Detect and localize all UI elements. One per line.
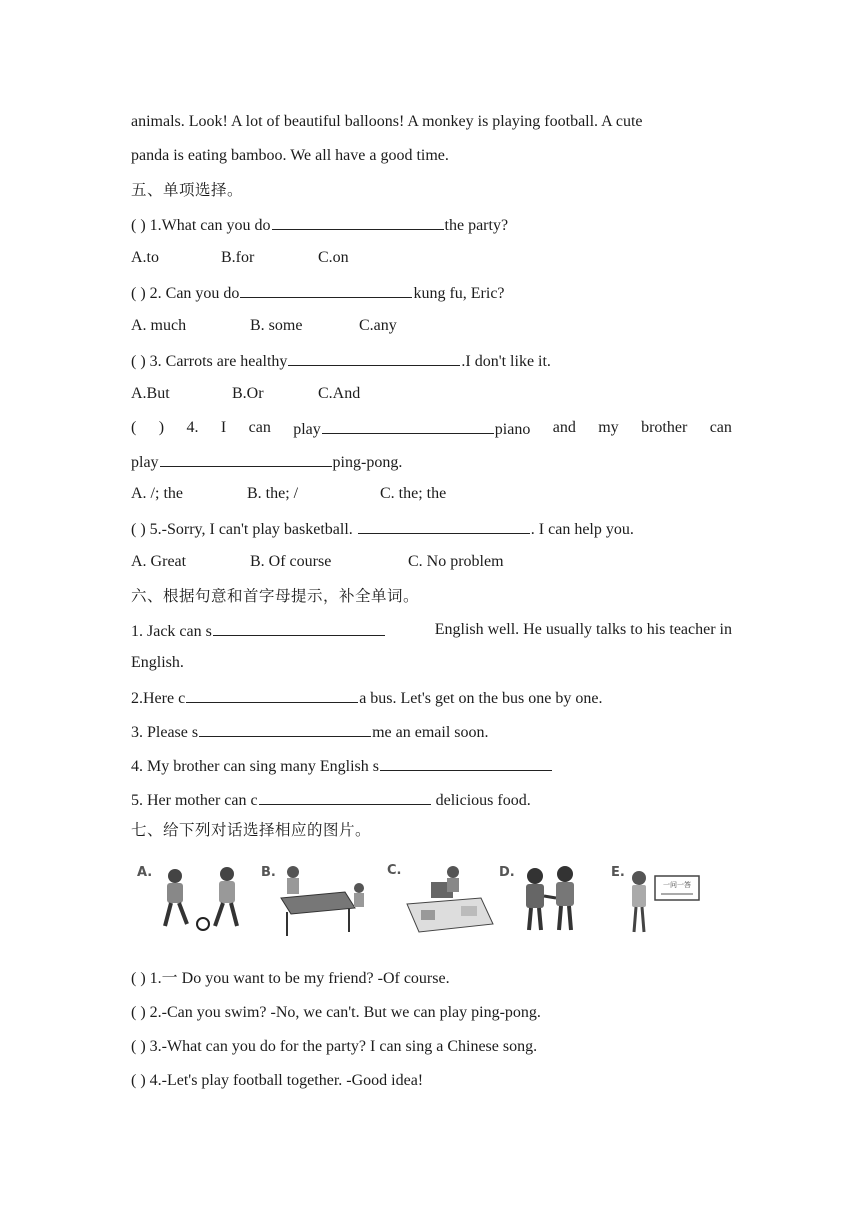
s5-q4-blank-1[interactable] bbox=[322, 416, 494, 434]
child-leg-icon bbox=[529, 908, 531, 930]
s5-q4-open-paren: ( bbox=[131, 419, 137, 436]
picture-c-label: C. bbox=[387, 863, 402, 878]
s6-question-1 bbox=[131, 618, 732, 642]
stage-icon bbox=[407, 898, 493, 932]
child-leg-icon bbox=[642, 907, 644, 932]
s5-q4-word: play bbox=[293, 421, 321, 438]
s6-q1-blank[interactable] bbox=[213, 618, 385, 636]
s6-question-2 bbox=[131, 685, 602, 709]
s5-question-4-cont bbox=[131, 449, 402, 473]
s5-q3-option-c[interactable]: C.And bbox=[318, 385, 361, 402]
s5-q3-tail: .I don't like it. bbox=[461, 353, 551, 370]
passage-line-2: panda is eating bamboo. We all have a good time. bbox=[131, 147, 449, 164]
s5-q2-options bbox=[131, 314, 397, 338]
s5-question-2 bbox=[131, 280, 505, 304]
s5-q2-option-c[interactable]: C.any bbox=[359, 317, 397, 334]
s5-question-5 bbox=[131, 516, 634, 540]
picture-b-label: B. bbox=[261, 865, 276, 880]
s6-q4-text: 4. My brother can sing many English s bbox=[131, 758, 379, 775]
s6-q5-tail: delicious food. bbox=[431, 792, 531, 809]
s5-q5-options bbox=[131, 550, 504, 574]
s6-q1-tail: English well. He usually talks to his teacher in bbox=[434, 621, 732, 638]
child-leg-icon bbox=[539, 908, 541, 930]
s6-q2-text: 2.Here c bbox=[131, 690, 186, 707]
s5-q4-number: 4. bbox=[186, 419, 199, 436]
section-5-title: 五、单项选择。 bbox=[131, 181, 244, 199]
boy-shirt-icon bbox=[219, 881, 235, 903]
s5-q5-blank[interactable] bbox=[358, 516, 530, 534]
s5-q4-word: I bbox=[220, 419, 227, 436]
child-body-icon bbox=[556, 882, 574, 906]
s5-q4-option-c[interactable]: C. the; the bbox=[380, 485, 447, 502]
child-body-icon bbox=[632, 885, 646, 907]
s6-q3-text: 3. Please s bbox=[131, 724, 199, 741]
s5-q2-option-b[interactable]: B. some bbox=[250, 317, 303, 334]
s5-q1-options bbox=[131, 246, 349, 270]
s6-q4-blank[interactable] bbox=[380, 753, 552, 771]
s5-q4-word: my bbox=[598, 419, 619, 436]
boy-shirt-icon bbox=[167, 883, 183, 903]
s5-q4-line2-pre: play bbox=[131, 454, 159, 471]
s5-q2-text: ( ) 2. Can you do bbox=[131, 285, 240, 302]
s5-q3-text: ( ) 3. Carrots are healthy bbox=[131, 353, 288, 370]
s7-question-2: ( ) 2.-Can you swim? -No, we can't. But we can play ping-pong. bbox=[131, 1004, 541, 1021]
picture-d bbox=[499, 865, 574, 930]
boy-head-icon bbox=[220, 867, 234, 881]
boy-leg-icon bbox=[179, 903, 187, 924]
s5-q1-blank[interactable] bbox=[272, 212, 444, 230]
picture-e-label: E. bbox=[611, 865, 625, 880]
ping-pong-table-icon bbox=[281, 892, 355, 914]
s5-q1-text: ( ) 1.What can you do bbox=[131, 217, 271, 234]
section-6-title: 六、根据句意和首字母提示，补全单词。 bbox=[131, 587, 420, 605]
s6-question-4 bbox=[131, 753, 553, 777]
child-head-icon bbox=[632, 871, 646, 885]
s5-q5-option-c[interactable]: C. No problem bbox=[408, 553, 504, 570]
s7-question-3: ( ) 3.-What can you do for the party? I can sing a Chinese song. bbox=[131, 1038, 538, 1055]
s5-q4-blank-2[interactable] bbox=[160, 449, 332, 467]
s5-q4-word-play bbox=[293, 416, 530, 440]
s5-q2-blank[interactable] bbox=[240, 280, 412, 298]
s5-q5-tail: . I can help you. bbox=[530, 521, 634, 538]
s5-q3-blank[interactable] bbox=[288, 348, 460, 366]
s6-q1-lead bbox=[131, 618, 386, 642]
picture-strip bbox=[131, 852, 703, 944]
s6-q2-blank[interactable] bbox=[186, 685, 358, 703]
s5-q1-option-b[interactable]: B.for bbox=[221, 249, 255, 266]
box-icon bbox=[421, 910, 435, 920]
s5-q1-tail: the party? bbox=[444, 217, 509, 234]
s5-q4-word: can bbox=[248, 419, 271, 436]
sign-text: 一问一答 bbox=[663, 881, 691, 889]
child-leg-icon bbox=[634, 907, 636, 932]
boy-leg-icon bbox=[215, 903, 223, 926]
boy-leg-icon bbox=[231, 903, 237, 926]
s5-q4-word: and bbox=[552, 419, 576, 436]
s5-q4-word: piano bbox=[494, 421, 531, 438]
football-icon bbox=[197, 918, 209, 930]
s6-q3-blank[interactable] bbox=[199, 719, 371, 737]
child-head-icon bbox=[447, 866, 459, 878]
s5-q2-option-a[interactable]: A. much bbox=[131, 317, 187, 334]
s5-q1-option-a[interactable]: A.to bbox=[131, 249, 159, 266]
s5-q3-option-a[interactable]: A.But bbox=[131, 385, 170, 402]
picture-d-label: D. bbox=[499, 865, 515, 880]
picture-a bbox=[137, 865, 237, 930]
s5-q4-line2-post: ping-pong. bbox=[332, 454, 403, 471]
boy-head-icon bbox=[168, 869, 182, 883]
s5-q2-tail: kung fu, Eric? bbox=[413, 285, 505, 302]
player-body-icon bbox=[354, 893, 364, 907]
boy-leg-icon bbox=[165, 903, 171, 926]
s5-q5-option-b[interactable]: B. Of course bbox=[250, 553, 332, 570]
s5-q4-options bbox=[131, 482, 446, 506]
s5-q5-option-a[interactable]: A. Great bbox=[131, 553, 187, 570]
child-head-icon bbox=[527, 868, 543, 884]
s7-question-1: ( ) 1.一 Do you want to be my friend? -Of course. bbox=[131, 970, 450, 987]
s6-q1-text: 1. Jack can s bbox=[131, 623, 212, 640]
child-leg-icon bbox=[569, 906, 571, 930]
s6-q5-text: 5. Her mother can c bbox=[131, 792, 258, 809]
s5-q4-word: brother bbox=[641, 419, 688, 436]
box-icon bbox=[461, 906, 477, 916]
child-body-icon bbox=[526, 884, 544, 908]
section-7-title: 七、给下列对话选择相应的图片。 bbox=[131, 821, 372, 839]
child-leg-icon bbox=[559, 906, 561, 930]
s5-q4-option-a[interactable]: A. /; the bbox=[131, 485, 183, 502]
picture-c bbox=[387, 863, 493, 932]
s6-question-5 bbox=[131, 787, 531, 811]
s6-q2-tail: a bus. Let's get on the bus one by one. bbox=[359, 690, 603, 707]
child-head-icon bbox=[557, 866, 573, 882]
s5-question-4 bbox=[131, 416, 732, 440]
child-body-icon bbox=[447, 878, 459, 892]
player-head-icon bbox=[354, 883, 364, 893]
s5-question-1 bbox=[131, 212, 508, 236]
s5-question-3 bbox=[131, 348, 551, 372]
picture-e bbox=[611, 865, 699, 932]
s6-q1-cont: English. bbox=[131, 654, 184, 671]
s5-q4-word: can bbox=[709, 419, 732, 436]
s5-q3-options bbox=[131, 382, 360, 406]
s5-q4-close-paren: ) bbox=[158, 419, 165, 436]
picture-a-label: A. bbox=[137, 865, 153, 880]
s5-q1-option-c[interactable]: C.on bbox=[318, 249, 349, 266]
picture-b bbox=[261, 865, 364, 936]
passage-line-1: animals. Look! A lot of beautiful balloons! A monkey is playing football. A cute bbox=[131, 113, 643, 130]
holding-hands-icon bbox=[544, 896, 556, 898]
s7-question-4: ( ) 4.-Let's play football together. -Good idea! bbox=[131, 1072, 424, 1089]
s5-q5-text: ( ) 5.-Sorry, I can't play basketball. bbox=[131, 521, 353, 538]
s5-q4-option-b[interactable]: B. the; / bbox=[247, 485, 299, 502]
player-head-icon bbox=[287, 866, 299, 878]
player-body-icon bbox=[287, 878, 299, 894]
s6-q5-blank[interactable] bbox=[259, 787, 431, 805]
s6-q3-tail: me an email soon. bbox=[372, 724, 489, 741]
s6-question-3 bbox=[131, 719, 489, 743]
s5-q3-option-b[interactable]: B.Or bbox=[232, 385, 264, 402]
